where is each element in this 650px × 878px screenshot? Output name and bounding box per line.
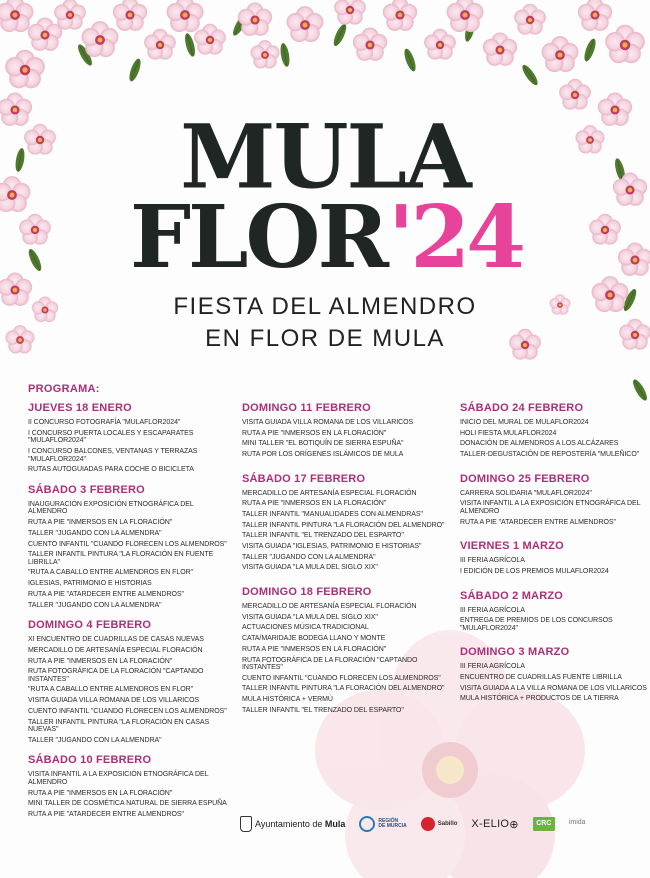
day-block: [28, 754, 233, 818]
event-item: RUTA A PIE "INMERSOS EN LA FLORACIÓN": [28, 789, 173, 797]
day-title: JUEVES 18 ENERO: [28, 402, 132, 414]
ayuntamiento-name: Mula: [324, 819, 346, 829]
event-item: INICIO DEL MURAL DE MULAFLOR2024: [460, 419, 589, 426]
xelio-logo: [471, 818, 518, 831]
event-item: RUTA FOTOGRÁFICA DE LA FLORACIÓN "CAPTANDO INSTANTES": [242, 656, 418, 672]
day-block: [242, 586, 447, 714]
day-block: [460, 402, 650, 459]
day-title: DOMINGO 11 FEBRERO: [242, 402, 371, 414]
plus-circle-icon: ⊕: [509, 818, 519, 831]
event-item: TALLER INFANTIL PINTURA "LA FLORACIÓN DEL ALMENDRO": [242, 685, 445, 693]
event-item: TALLER INFANTIL "EL TRENZADO DEL ESPARTO": [242, 532, 404, 540]
crc-text: CRC: [533, 817, 555, 831]
event-item: RUTA A PIE "ATARDECER ENTRE ALMENDROS": [28, 811, 184, 819]
region-circle-icon: [359, 816, 375, 832]
event-item: "RUTA A CABALLO ENTRE ALMENDROS EN FLOR": [28, 686, 194, 694]
event-item: CUENTO INFANTIL "CUANDO FLORECEN LOS ALMENDROS": [28, 707, 227, 715]
day-title: SÁBADO 10 FEBRERO: [28, 754, 152, 767]
event-item: TALLER "JUGANDO CON LA ALMENDRA": [242, 553, 376, 561]
imida-logo: [569, 819, 586, 829]
event-item: VISITA GUIADA VILLA ROMANA DE LOS VILLARICOS: [242, 419, 414, 426]
region-line2: DE MURCIA: [378, 823, 407, 829]
event-item: TALLER "JUGANDO CON LA ALMENDRA": [28, 529, 162, 537]
sponsor-logos: [240, 812, 640, 836]
day-block: [242, 402, 447, 459]
day-title: SÁBADO 3 FEBRERO: [28, 483, 145, 496]
coat-of-arms-icon: [240, 816, 252, 832]
sabillo-text: Sabillo: [437, 821, 458, 827]
event-item: CATA/MARIDAJE BODEGA LLANO Y MONTE: [242, 635, 386, 643]
event-item: MINI TALLER DE COSMÉTICA NATURAL DE SIERRA ESPUÑA: [28, 800, 227, 808]
event-item: CUENTO INFANTIL "CUANDO FLORECEN LOS ALMENDROS": [242, 674, 441, 682]
event-item: RUTA A PIE "INMERSOS EN LA FLORACIÓN": [242, 645, 387, 653]
event-item: I CONCURSO PUERTA LOCALES Y ESCAPARATES "MULAFLOR2024": [28, 429, 194, 445]
title-mula: MULA: [180, 105, 470, 209]
event-item: RUTA POR LOS ORÍGENES ISLÁMICOS DE MULA: [242, 451, 404, 459]
event-item: TALLER INFANTIL "MANUALIDADES CON ALMENDRAS": [242, 511, 423, 519]
subtitle-line2: EN FLOR DE MULA: [205, 325, 445, 352]
event-item: III FERIA AGRÍCOLA: [460, 663, 525, 671]
event-item: TALLER INFANTIL PINTURA "LA FLORACIÓN EN FUENTE LIBRILLA": [28, 551, 214, 566]
day-block: [28, 402, 233, 474]
sabillo-icon: [421, 817, 435, 831]
event-item: RUTA FOTOGRÁFICA DE LA FLORACIÓN "CAPTANDO INSTANTES": [28, 668, 204, 683]
day-title: SÁBADO 24 FEBRERO: [460, 402, 584, 414]
crc-logo: [533, 817, 555, 831]
event-item: VISITA GUIADA A LA VILLA ROMANA DE LOS VILLARICOS: [460, 684, 647, 692]
event-item: TALLER "JUGANDO CON LA ALMENDRA": [28, 736, 162, 744]
event-item: MULA HISTÓRICA + VERMÚ: [242, 696, 333, 704]
day-block: [28, 484, 233, 609]
programa-label: PROGRAMA:: [28, 383, 100, 395]
ayuntamiento-prefix: Ayuntamiento de: [255, 819, 325, 829]
schedule-column-2: [242, 402, 447, 724]
subtitle-line1: FIESTA DEL ALMENDRO: [173, 293, 477, 320]
day-title: DOMINGO 3 MARZO: [460, 646, 570, 659]
event-item: IGLESIAS, PATRIMONIO E HISTORIAS: [28, 580, 152, 588]
event-item: ENCUENTRO DE CUADRILLAS FUENTE LIBRILLA: [460, 674, 622, 682]
region-line1: REGIÓN: [378, 817, 399, 824]
sabillo-logo: [421, 817, 458, 831]
event-item: I EDICIÓN DE LOS PREMIOS MULAFLOR2024: [460, 567, 609, 575]
event-item: TALLER INFANTIL PINTURA "LA FLORACIÓN DEL ALMENDRO": [242, 521, 445, 529]
day-block: [28, 619, 233, 744]
event-item: VISITA GUIADA "IGLESIAS, PATRIMONIO E HISTORIAS": [242, 543, 422, 551]
event-item: MERCADILLO DE ARTESANÍA ESPECIAL FLORACIÓN: [242, 603, 417, 611]
imida-text: imida: [568, 819, 586, 826]
event-item: TALLER INFANTIL PINTURA "LA FLORACIÓN EN CASAS NUEVAS": [28, 718, 210, 734]
event-item: VISITA INFANTIL A LA EXPOSICIÓN ETNOGRÁFICA DEL ALMENDRO: [460, 500, 641, 515]
xelio-text: X-ELIO: [471, 818, 510, 830]
event-item: ENTREGA DE PREMIOS DE LOS CONCURSOS "MULAFLOR2024": [460, 617, 613, 632]
event-item: VISITA GUIADA VILLA ROMANA DE LOS VILLARICOS: [28, 697, 200, 705]
event-item: "RUTA A CABALLO ENTRE ALMENDROS EN FLOR": [28, 569, 194, 577]
day-title: SÁBADO 17 FEBRERO: [242, 472, 366, 485]
event-item: RUTA A PIE "INMERSOS EN LA FLORACIÓN": [242, 429, 387, 437]
region-murcia-logo: [359, 816, 406, 832]
day-block: [242, 473, 447, 572]
ayuntamiento-logo: [240, 816, 345, 832]
day-title: DOMINGO 25 FEBRERO: [460, 472, 590, 485]
event-item: II CONCURSO FOTOGRAFÍA "MULAFLOR2024": [28, 419, 181, 426]
event-item: III FERIA AGRÍCOLA: [460, 606, 525, 614]
event-item: I CONCURSO BALCONES, VENTANAS Y TERRAZAS "MULAFLOR2024": [28, 447, 198, 463]
event-item: HOLI FIESTA MULAFLOR2024: [460, 429, 557, 437]
title-year: '24: [388, 187, 523, 288]
event-item: RUTAS AUTOGUIADAS PARA COCHE O BICICLETA: [28, 466, 194, 474]
event-item: VISITA GUIADA "LA MULA DEL SIGLO XIX": [242, 613, 378, 621]
schedule-column-1: [28, 402, 233, 829]
event-item: MINI TALLER "EL BOTIQUÍN DE SIERRA ESPUÑA": [242, 440, 404, 448]
day-block: [460, 646, 650, 703]
day-title: VIERNES 1 MARZO: [460, 540, 564, 553]
day-block: [460, 540, 650, 575]
event-item: ACTUACIONES MÚSICA TRADICIONAL: [242, 624, 369, 632]
day-title: DOMINGO 18 FEBRERO: [242, 586, 372, 599]
event-item: RUTA A PIE "ATARDECER ENTRE ALMENDROS": [460, 518, 616, 526]
event-item: RUTA A PIE "INMERSOS EN LA FLORACIÓN": [28, 519, 173, 527]
event-item: VISITA INFANTIL A LA EXPOSICIÓN ETNOGRÁFICA DEL ALMENDRO: [28, 771, 209, 786]
event-item: III FERIA AGRÍCOLA: [460, 557, 525, 565]
event-item: XI ENCUENTRO DE CUADRILLAS DE CASAS NUEVAS: [28, 636, 204, 644]
day-title: SÁBADO 2 MARZO: [460, 589, 564, 602]
event-item: INAUGURACIÓN EXPOSICIÓN ETNOGRÁFICA DEL ALMENDRO: [28, 500, 194, 516]
day-block: [460, 473, 650, 527]
event-item: CUENTO INFANTIL "CUANDO FLORECEN LOS ALMENDROS": [28, 540, 227, 548]
event-item: MERCADILLO DE ARTESANÍA ESPECIAL FLORACIÓN: [28, 646, 203, 654]
event-item: TALLER INFANTIL "EL TRENZADO DEL ESPARTO": [242, 706, 404, 714]
event-item: RUTA A PIE "INMERSOS EN LA FLORACIÓN": [242, 500, 387, 508]
event-item: CARRERA SOLIDARIA "MULAFLOR2024": [460, 489, 592, 497]
imida-caption-line: [569, 826, 586, 829]
event-item: RUTA A PIE "INMERSOS EN LA FLORACIÓN": [28, 657, 173, 665]
event-item: DONACIÓN DE ALMENDROS A LOS ALCÁZARES: [460, 440, 619, 448]
event-item: MULA HISTÓRICA + PRODUCTOS DE LA TIERRA: [460, 695, 619, 703]
day-block: [460, 590, 650, 633]
event-item: TALLER "JUGANDO CON LA ALMENDRA": [28, 601, 162, 609]
day-title: DOMINGO 4 FEBRERO: [28, 619, 152, 632]
title-flor: FLOR: [130, 187, 386, 288]
event-item: MERCADILLO DE ARTESANÍA ESPECIAL FLORACIÓN: [242, 489, 417, 497]
event-item: TALLER-DEGUSTACIÓN DE REPOSTERÍA "MULEÑICO": [460, 451, 640, 459]
event-item: RUTA A PIE "ATARDECER ENTRE ALMENDROS": [28, 590, 184, 598]
schedule-column-3: [460, 402, 650, 713]
event-item: VISITA GUIADA "LA MULA DEL SIGLO XIX": [242, 564, 378, 572]
